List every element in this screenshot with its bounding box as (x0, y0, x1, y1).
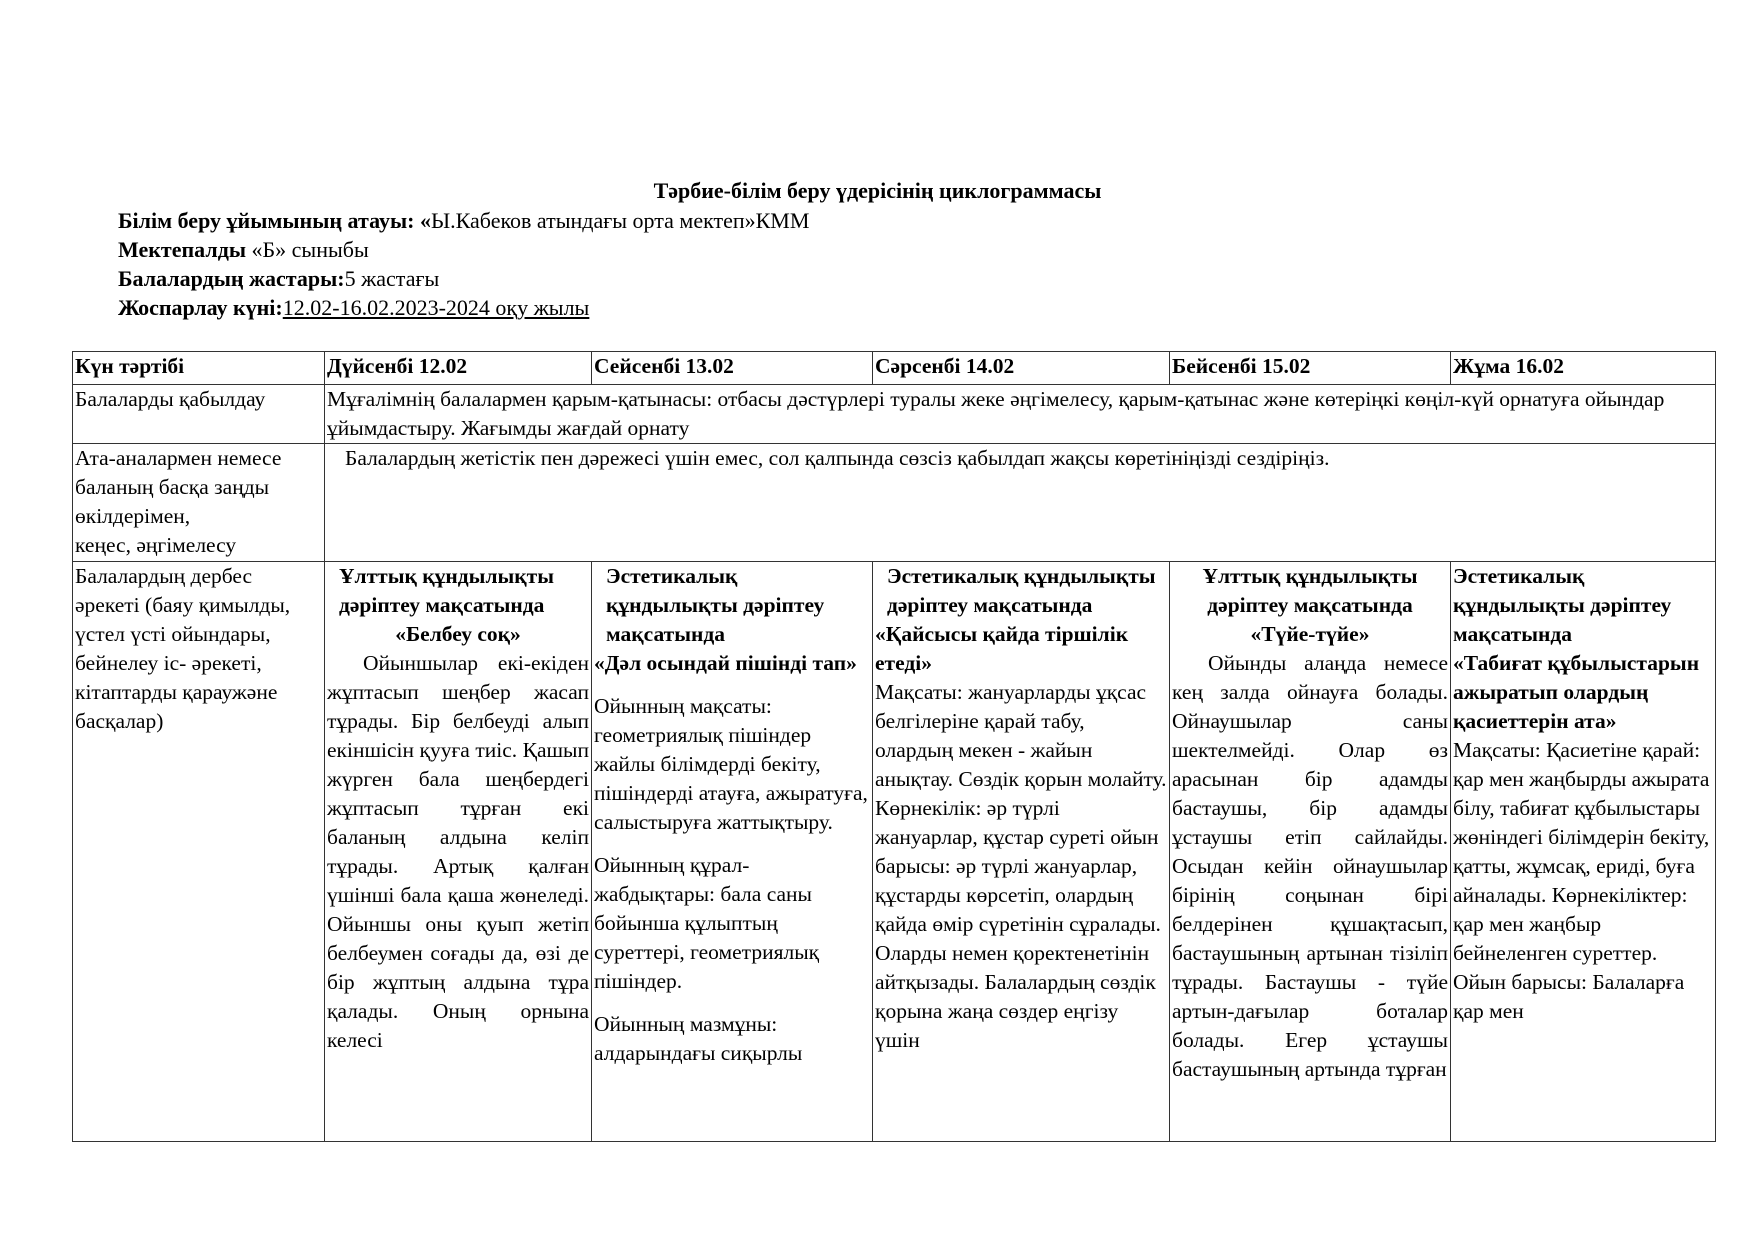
class-value: «Б» сыныбы (246, 237, 369, 262)
table-row (73, 562, 1716, 1142)
document-title: Тәрбие-білім беру үдерісінің циклограммасы (653, 178, 1102, 203)
tuesday-content: Ойынның мазмұны: алдарындағы сиқырлы (594, 1012, 803, 1065)
reception-text: Мұғалімнің балалармен қарым-қатынасы: отбасы дәстүрлері туралы жеке әңгімелесу, қарым-қатынас және көтеріңкі көңіл-күй орнатуға ойындар ұйымдастыру. Жағымды жағдай орнату (325, 385, 1716, 444)
col-header-thursday: Бейсенбі 15.02 (1170, 352, 1451, 385)
cyclogram-table (72, 351, 1716, 1142)
friday-heading: Эстетикалық құндылықты дәріптеу мақсатында (1453, 564, 1672, 646)
tuesday-heading: Эстетикалық құндылықты дәріптеу мақсатында (606, 564, 825, 646)
org-label: Білім беру ұйымының атауы: « (118, 208, 431, 233)
tuesday-equipment: Ойынның құрал-жабдықтары: бала саны бойынша құлыптың суреттері, геометриялық пішіндер. (594, 853, 820, 993)
tuesday-game-title: «Дәл осындай пішінді тап» (594, 651, 857, 675)
tuesday-goal: Ойынның мақсаты: геометриялық пішіндер жайлы білімдерді бекіту, пішіндерді атауға, ажыратуға, салыстыруға жаттықтыру. (594, 694, 868, 834)
monday-cell (325, 562, 592, 1142)
org-line (118, 206, 809, 235)
thursday-body: Ойынды алаңда немесе кең залда ойнауға болады. Ойнаушылар саны шектелмейді. Олар өз арасынан бір адамды бастаушы, бір адамды ұстаушы етіп сайлайды. Осыдан кейін ойнаушылар бірінің соңынан бірі белдерінен құшақтасып, бастаушының артынан тізіліп тұрады. Бастаушы - түйе артын-дағылар боталар болады. Егер ұстаушы бастаушының артында тұрған (1172, 651, 1448, 1081)
date-value: 12.02-16.02.2023-2024 оқу жылы (282, 295, 590, 320)
row-label-activity: Балалардың дербес әрекеті (баяу қимылды, үстел үсті ойындары, бейнелеу іс- әрекеті, кітаптарды қараужәне басқалар) (73, 562, 325, 1142)
parents-text: Балалардың жетістік пен дәрежесі үшін емес, сол қалпында сөзсіз қабылдап жақсы көретініңізді сездіріңіз. (325, 444, 1716, 562)
friday-game-title: «Табиғат құбылыстарын ажыратып олардың қасиеттерін ата» (1453, 651, 1700, 733)
row-label-reception: Балаларды қабылдау (73, 385, 325, 444)
friday-cell (1451, 562, 1716, 1142)
monday-heading: Ұлттық құндылықты дәріптеу мақсатында (339, 564, 555, 617)
class-line (118, 235, 809, 264)
org-value: Ы.Кабеков атындағы орта мектеп»КММ (430, 208, 810, 233)
col-header-wednesday: Сәрсенбі 14.02 (873, 352, 1170, 385)
date-label: Жоспарлау күні: (118, 295, 283, 320)
monday-body: Ойыншылар екі-екіден жұптасып шеңбер жасап тұрады. Бір белбеуді алып екіншісін қууға тиіс. Қашып жүрген бала шеңбердегі жұптасып тұрған екі баланың алдына келіп тұрады. Артық қалған үшінші бала қаша жөнеледі. Ойыншы оны қуып жетіп белбеумен соғады да, өзі де бір жұптың алдына тұра қалады. Оның орнына келесі (327, 651, 589, 1052)
wednesday-heading: Эстетикалық құндылықты дәріптеу мақсатында (887, 564, 1156, 617)
age-label: Балалардың жастары: (118, 266, 345, 291)
row-label-parents: Ата-аналармен немесе баланың басқа заңды өкілдерімен, кеңес, әңгімелесу (73, 444, 325, 562)
wednesday-body: Мақсаты: жануарларды ұқсас белгілеріне қарай табу, олардың мекен - жайын анықтау. Сөздік қорын молайту. Көрнекілік: әр түрлі жануарлар, құстар суреті ойын барысы: әр түрлі жануарлар, құстарды көрсетіп, олардың қайда өмір сүретінін сұралады. Оларды немен қоректенетінін айтқызады. Балалардың сөздік қорына жаңа сөздер еңгізу үшін (875, 680, 1167, 1052)
class-label: Мектепалды (118, 237, 247, 262)
wednesday-cell (873, 562, 1170, 1142)
age-value: 5 жастағы (344, 266, 440, 291)
tuesday-cell (592, 562, 873, 1142)
monday-game-title: «Белбеу соқ» (395, 622, 521, 646)
table-row (73, 385, 1716, 444)
col-header-schedule: Күн тәртібі (73, 352, 325, 385)
document-meta (118, 206, 809, 322)
friday-body: Мақсаты: Қасиетіне қарай: қар мен жаңбырды ажырата білу, табиғат құбылыстары жөніндегі білімдерін бекіту, қатты, жұмсақ, ериді, буға айналады. Көрнекіліктер: қар мен жаңбыр бейнеленген суреттер. Ойын барысы: Балаларға қар мен (1453, 738, 1710, 1023)
table-header-row (73, 352, 1716, 385)
col-header-friday: Жұма 16.02 (1451, 352, 1716, 385)
thursday-game-title: «Түйе-түйе» (1250, 622, 1370, 646)
col-header-tuesday: Сейсенбі 13.02 (592, 352, 873, 385)
thursday-cell (1170, 562, 1451, 1142)
table-row (73, 444, 1716, 562)
date-line (118, 293, 809, 322)
wednesday-game-title: «Қайсысы қайда тіршілік етеді» (875, 622, 1129, 675)
age-line (118, 264, 809, 293)
col-header-monday: Дүйсенбі 12.02 (325, 352, 592, 385)
thursday-heading: Ұлттық құндылықты дәріптеу мақсатында (1202, 564, 1418, 617)
